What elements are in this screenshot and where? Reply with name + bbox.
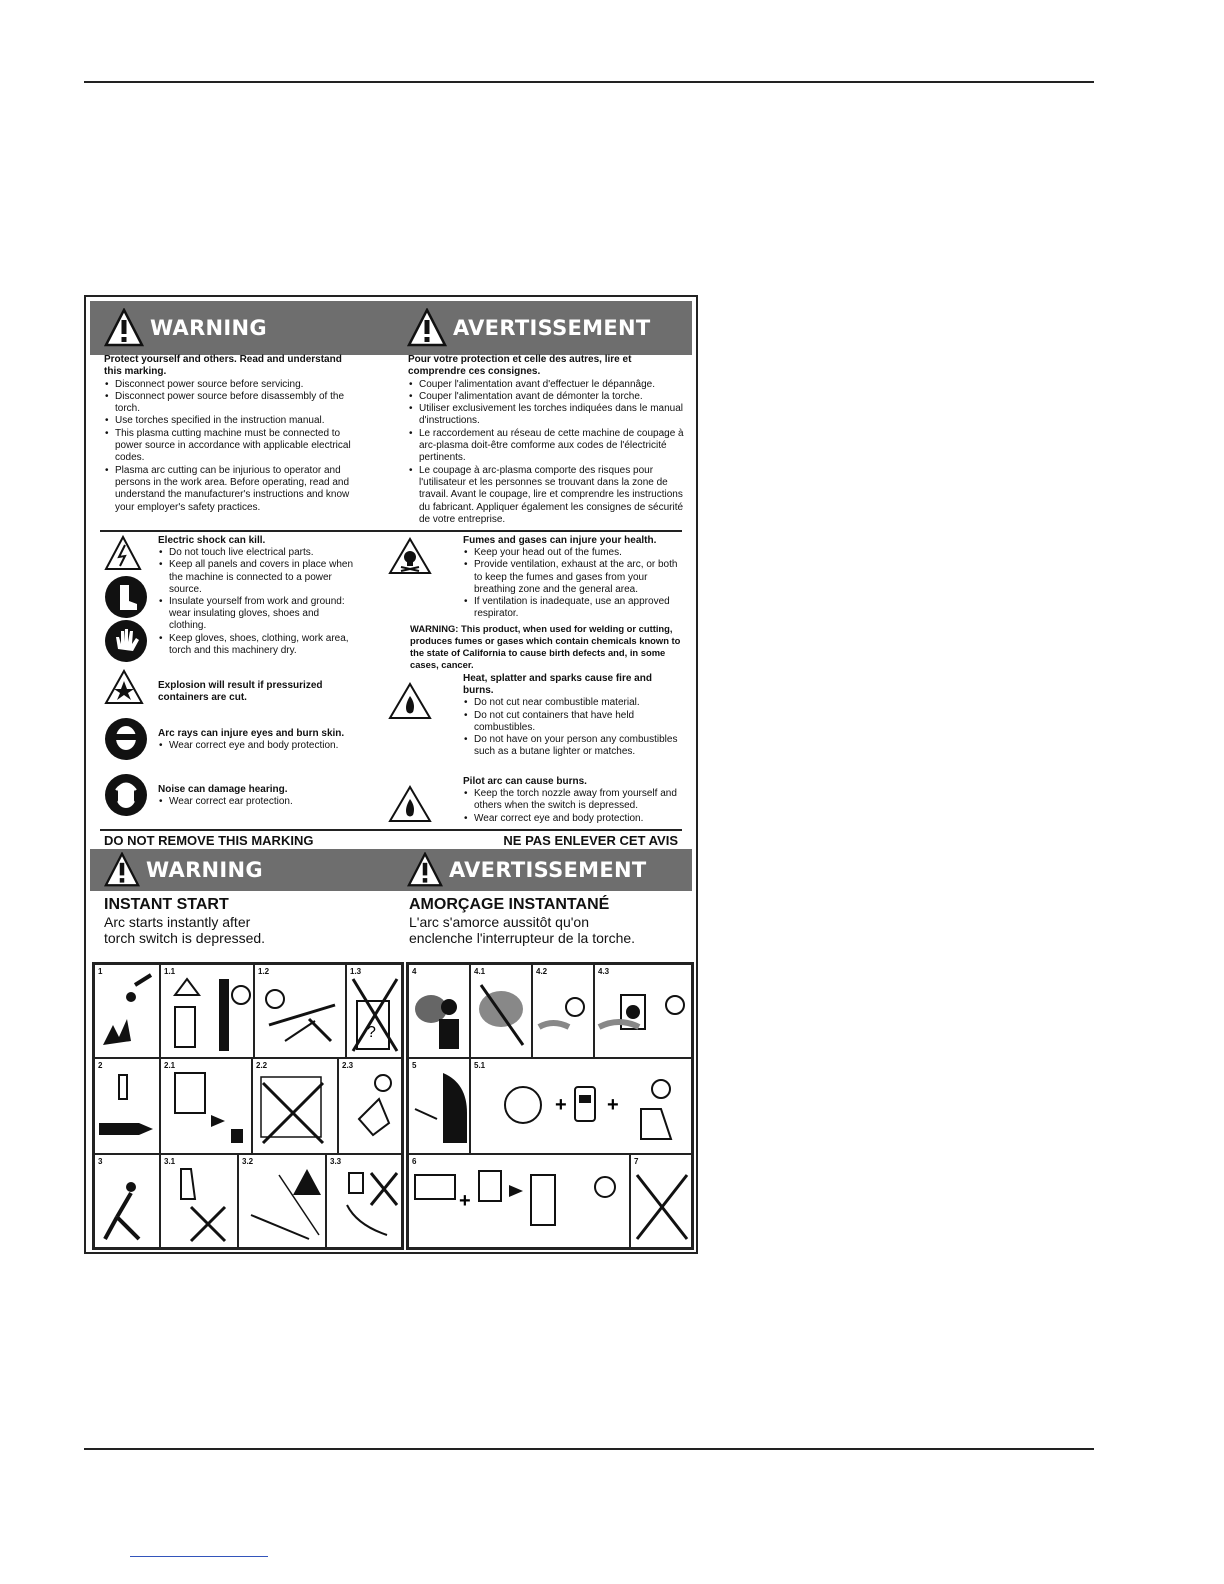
list-item: • If ventilation is inadequate, use an approved respirator.: [463, 596, 678, 620]
warning-title-en: WARNING: [150, 316, 267, 340]
svg-text:+: +: [555, 1094, 567, 1116]
list-item: • Le raccordement au réseau de cette machine de coupage à arc-plasma doit-être comforme aux codes de l'électricité pertinents.: [408, 428, 684, 465]
instant-start-line: L'arc s'amorce aussitôt qu'on: [409, 914, 589, 930]
skull-hazard-icon: [388, 537, 432, 575]
electric-hazard-icon: [104, 535, 142, 571]
noise-title: Noise can damage hearing.: [158, 784, 288, 795]
instant-start-title-en: INSTANT START: [104, 896, 229, 913]
heat-title: Heat, splatter and sparks cause fire and burns.: [463, 673, 652, 697]
panel-number: 4.2: [536, 967, 548, 976]
heat-hazard: [463, 673, 678, 758]
prop65-warning: WARNING: This product, when used for welding or cutting, produces fumes or gases which contain chemicals known to the state of California to cause birth defects and, in some cases, cancer.: [410, 623, 681, 670]
instant-start-line: enclenche l'interrupteur de la torche.: [409, 930, 636, 946]
panel-number: 5: [412, 1061, 417, 1070]
do-not-remove-en: DO NOT REMOVE THIS MARKING: [104, 833, 314, 848]
panel-number: 3.2: [242, 1157, 254, 1166]
warning-title-fr: AVERTISSEMENT: [453, 316, 651, 340]
warning-triangle-icon: [104, 852, 140, 888]
panel-number: 2.2: [256, 1061, 268, 1070]
pictogram-panel: [254, 964, 346, 1058]
list-item: • Wear correct eye and body protection.: [463, 813, 678, 825]
pictogram-panel: [252, 1058, 338, 1154]
panel-number: 3.3: [330, 1157, 342, 1166]
pictogram-panel: [160, 964, 254, 1058]
do-not-remove-fr: NE PAS ENLEVER CET AVIS: [503, 833, 678, 848]
pictogram-panel: [94, 964, 160, 1058]
svg-text:+: +: [607, 1094, 619, 1116]
pictogram-grid-right: [406, 962, 694, 1250]
panel-number: 1: [98, 967, 103, 976]
panel-number: 4: [412, 967, 417, 976]
warning-title-en: WARNING: [146, 858, 263, 882]
divider: [100, 829, 682, 831]
pictogram-panel: [532, 964, 594, 1058]
list-item: • Utiliser exclusivement les torches indiquées dans le manual d'instructions.: [408, 403, 684, 428]
fire-hazard-icon: [388, 785, 432, 823]
list-item: • Le coupage à arc-plasma comporte des risques pour l'utilisateur et les personnes se trouvant dans la zone de travail. Avant le coupage, lire et comprendre les instructions du fabricant. Appliquer également les consignes de sécurité de votre entreprise.: [408, 465, 684, 526]
warning-banner-top: [90, 301, 692, 355]
warning-triangle-icon: [407, 852, 443, 888]
list-item: • Keep gloves, shoes, clothing, work area, torch and this machinery dry.: [158, 633, 353, 657]
pictogram-panel: [630, 1154, 692, 1248]
ear-protection-icon: [104, 773, 148, 817]
list-item: • Do not have on your person any combustibles such as a butane lighter or matches.: [463, 734, 678, 758]
list-item: • Couper l'alimentation avant d'effectuer le dépannâge.: [408, 379, 684, 391]
list-item: • Do not cut containers that have held combustibles.: [463, 710, 678, 734]
list-item: • Provide ventilation, exhaust at the arc, or both to keep the fumes and gases from your breathing zone and the general area.: [463, 559, 678, 596]
arc-rays-hazard: [158, 728, 358, 752]
intro-en-title: Protect yourself and others. Read and understand this marking.: [104, 354, 342, 378]
instant-start-en: [104, 896, 265, 946]
warning-banner-bottom: [90, 849, 692, 891]
panel-number: 1.1: [164, 967, 176, 976]
panel-number: 2.3: [342, 1061, 354, 1070]
footer-rule: [84, 1448, 1094, 1450]
list-item: • Disconnect power source before servicing.: [104, 379, 354, 391]
list-item: • Couper l'alimentation avant de démonter la torche.: [408, 391, 684, 403]
intro-fr-title: Pour votre protection et celle des autres, lire et comprendre ces consignes.: [408, 354, 632, 378]
pictogram-panel: [160, 1058, 252, 1154]
footer-link-underline[interactable]: [130, 1556, 268, 1557]
list-item: • Wear correct eye and body protection.: [158, 740, 358, 752]
eye-protection-icon: [104, 717, 148, 761]
list-item: • Insulate yourself from work and ground: wear insulating gloves, shoes and clothing.: [158, 596, 353, 633]
explosion-hazard: [158, 680, 348, 704]
panel-number: 1.3: [350, 967, 362, 976]
explosion-title: Explosion will result if pressurized containers are cut.: [158, 680, 323, 704]
pictogram-panel: [594, 964, 692, 1058]
panel-number: 4.3: [598, 967, 610, 976]
list-item: • Disconnect power source before disassembly of the torch.: [104, 391, 354, 416]
list-item: • Do not touch live electrical parts.: [158, 547, 353, 559]
noise-hazard: [158, 784, 358, 808]
arc-rays-title: Arc rays can injure eyes and burn skin.: [158, 728, 345, 739]
panel-number: 6: [412, 1157, 417, 1166]
glove-icon: [104, 619, 148, 663]
pictogram-panel: [346, 964, 402, 1058]
intro-en: [104, 354, 354, 514]
fumes-title: Fumes and gases can injure your health.: [463, 535, 657, 546]
instant-start-line: Arc starts instantly after: [104, 914, 251, 930]
panel-number: 5.1: [474, 1061, 486, 1070]
panel-number: 7: [634, 1157, 639, 1166]
fire-hazard-icon: [388, 682, 432, 720]
pictogram-panel: [408, 1154, 630, 1248]
pictogram-panel: [338, 1058, 402, 1154]
panel-number: 2: [98, 1061, 103, 1070]
panel-number: 3: [98, 1157, 103, 1166]
panel-number: 2.1: [164, 1061, 176, 1070]
panel-number: 3.1: [164, 1157, 176, 1166]
header-rule: [84, 81, 1094, 83]
pilot-arc-hazard: [463, 776, 678, 825]
pictogram-grid-left: [92, 962, 404, 1250]
pictogram-panel: [94, 1154, 160, 1248]
pictogram-panel: [470, 1058, 692, 1154]
warning-title-fr: AVERTISSEMENT: [449, 858, 647, 882]
pictogram-panel: [408, 1058, 470, 1154]
explosion-hazard-icon: [104, 669, 144, 705]
pilot-title: Pilot arc can cause burns.: [463, 776, 587, 787]
instant-start-title-fr: AMORÇAGE INSTANTANÉ: [409, 896, 610, 913]
list-item: • Do not cut near combustible material.: [463, 697, 678, 709]
shock-title: Electric shock can kill.: [158, 535, 266, 546]
list-item: • Wear correct ear protection.: [158, 796, 358, 808]
pictogram-panel: [238, 1154, 326, 1248]
list-item: • Keep all panels and covers in place when the machine is connected to a power source.: [158, 559, 353, 596]
list-item: • This plasma cutting machine must be connected to power source in accordance with applicable electrical codes.: [104, 428, 354, 465]
instant-start-line: torch switch is depressed.: [104, 930, 266, 946]
fumes-hazard: [463, 535, 678, 620]
list-item: • Use torches specified in the instruction manual.: [104, 415, 354, 427]
pictogram-panel: [408, 964, 470, 1058]
shock-hazard: [158, 535, 353, 657]
pictogram-panel: [326, 1154, 402, 1248]
warning-label: [84, 295, 698, 1254]
instant-start-fr: [409, 896, 635, 946]
panel-number: 4.1: [474, 967, 486, 976]
panel-number: 1.2: [258, 967, 270, 976]
intro-fr: [408, 354, 684, 526]
warning-triangle-icon: [104, 308, 144, 348]
pictogram-panel: [160, 1154, 238, 1248]
list-item: • Keep your head out of the fumes.: [463, 547, 678, 559]
divider: [100, 530, 682, 532]
pictogram-panel: [470, 964, 532, 1058]
svg-text:?: ?: [367, 1024, 376, 1041]
list-item: • Plasma arc cutting can be injurious to operator and persons in the work area. Before operating, read and understand the manufacturer's instructions and know your employer's safety practices.: [104, 465, 354, 514]
list-item: • Keep the torch nozzle away from yourself and others when the switch is depressed.: [463, 788, 678, 812]
pictogram-panel: [94, 1058, 160, 1154]
boot-icon: [104, 575, 148, 619]
svg-text:+: +: [459, 1190, 471, 1212]
warning-triangle-icon: [407, 308, 447, 348]
